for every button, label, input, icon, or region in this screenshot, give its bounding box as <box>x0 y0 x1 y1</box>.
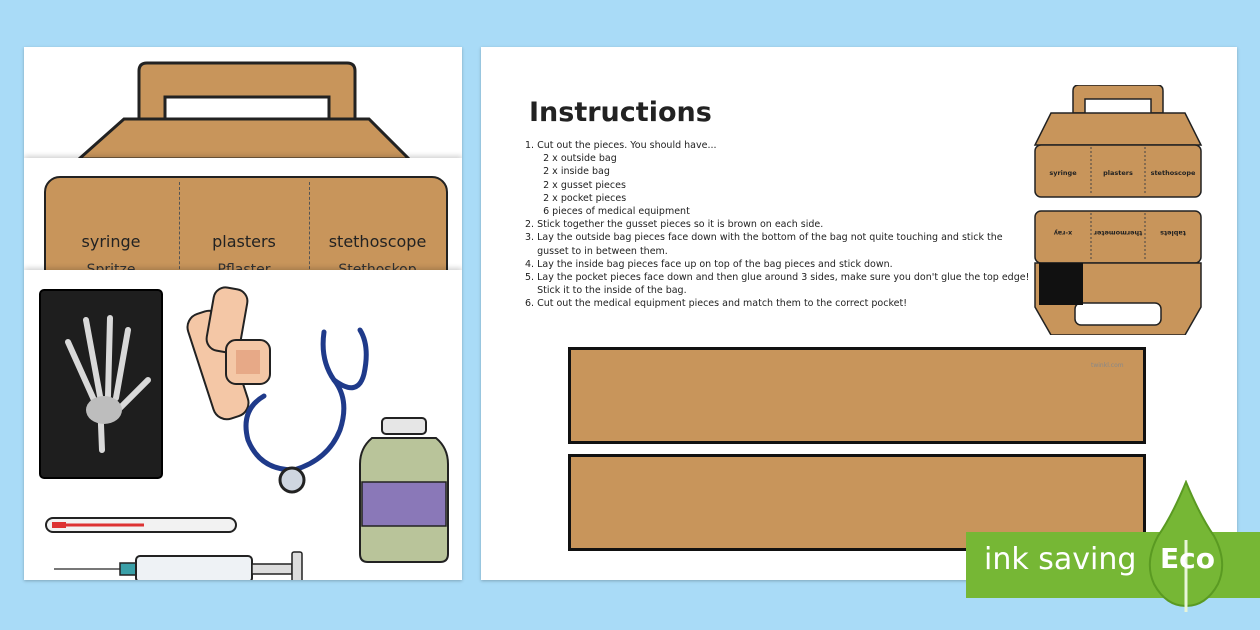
instruction-line: 2 x gusset pieces <box>525 179 626 191</box>
pocket-label-plasters: plasters <box>212 232 276 251</box>
instruction-line: 2 x outside bag <box>525 153 617 165</box>
thermometer-icon <box>46 518 236 532</box>
instructions-list <box>525 139 1030 311</box>
bag-handle-illustration <box>24 47 462 167</box>
instruction-line: 5. Lay the pocket pieces face down and then glue around 3 sides, make sure you don't glue the top edge! <box>525 272 1030 284</box>
instructions-title: Instructions <box>529 97 712 128</box>
instruction-line: 2 x pocket pieces <box>525 192 627 204</box>
pocket-label-syringe: syringe <box>81 232 141 251</box>
tablets-icon <box>360 418 448 562</box>
assembled-bag-diagram <box>1031 85 1211 335</box>
instruction-line: gusset to in between them. <box>525 245 668 257</box>
equipment-card <box>24 270 462 580</box>
left-page <box>24 47 462 580</box>
instruction-line: 2 x inside bag <box>525 166 610 178</box>
instruction-line: 3. Lay the outside bag pieces face down with the bottom of the bag not quite touching and stick the <box>525 232 1003 244</box>
diagram-label-stethoscope: stethoscope <box>1150 169 1196 177</box>
equipment-illustrations <box>24 270 462 580</box>
instruction-line: Stick it to the inside of the bag. <box>525 285 687 297</box>
right-page <box>481 47 1237 580</box>
instruction-line: 6 pieces of medical equipment <box>525 206 690 218</box>
x-ray-icon <box>40 290 162 478</box>
diagram-label-x-ray: x-ray <box>1053 229 1073 237</box>
eco-label: Eco <box>1160 542 1215 575</box>
brand-mark: twinkl.com <box>1091 362 1124 369</box>
pocket-label-stethoscope: stethoscope <box>328 232 427 251</box>
diagram-label-syringe: syringe <box>1049 169 1077 177</box>
diagram-label-tablets: tablets <box>1160 229 1186 237</box>
ink-saving-label: ink saving <box>984 542 1137 577</box>
instruction-line: 2. Stick together the gusset pieces so it is brown on each side. <box>525 219 824 231</box>
instruction-line: 4. Lay the inside bag pieces face up on top of the bag pieces and stick down. <box>525 258 893 270</box>
outside-bag-strip-top <box>568 347 1146 444</box>
instruction-line: 6. Cut out the medical equipment pieces and match them to the correct pocket! <box>525 298 908 310</box>
instruction-line: 1. Cut out the pieces. You should have... <box>525 140 717 151</box>
diagram-label-plasters: plasters <box>1103 169 1133 177</box>
diagram-label-thermometer: thermometer <box>1093 229 1143 237</box>
pocket-card <box>24 158 462 274</box>
syringe-icon <box>54 552 302 580</box>
